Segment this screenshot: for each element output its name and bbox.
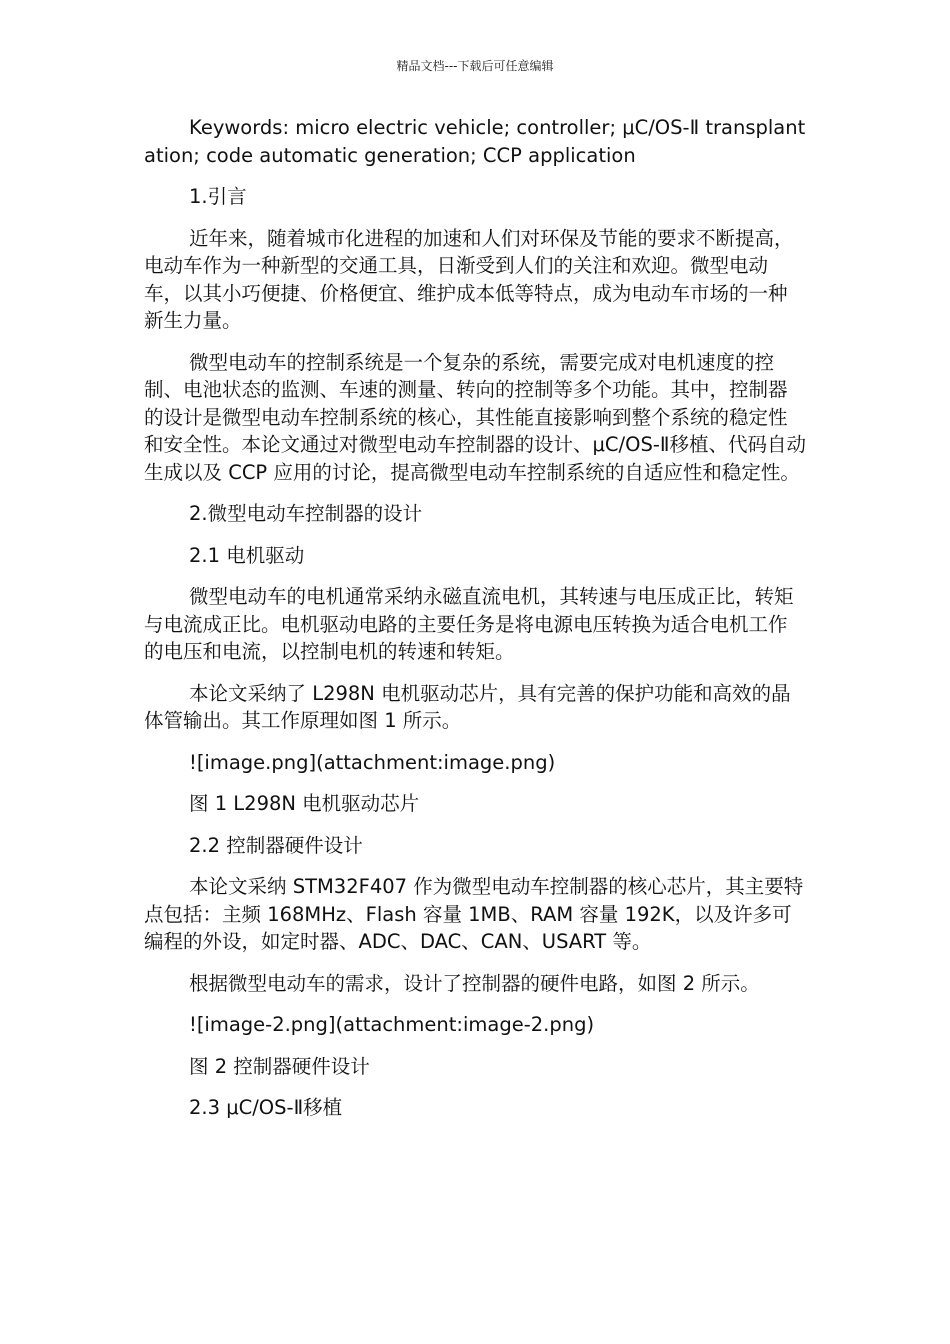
body-paragraph: 本论文采纳 STM32F407 作为微型电动车控制器的核心芯片，其主要特点包括：主频 168MHz、Flash 容量 1MB、RAM 容量 192K，以及许多可编程的外设，如定时器、ADC、DAC、CAN、USART 等。 [144, 875, 804, 953]
page-header: 精品文档---下载后可任意编辑 [396, 59, 554, 73]
document-body [144, 114, 806, 1136]
section-heading-introduction: 1.引言 [189, 185, 247, 208]
body-paragraph: 根据微型电动车的需求，设计了控制器的硬件电路，如图 2 所示。 [189, 971, 760, 995]
image-placeholder-text: ![image-2.png](attachment:image-2.png) [189, 1013, 595, 1036]
body-paragraph: 微型电动车的电机通常采纳永磁直流电机，其转速与电压成正比，转矩与电流成正比。电机驱动电路的主要任务是将电源电压转换为适合电机工作的电压和电流，以控制电机的转速和转矩。 [144, 585, 794, 663]
image-placeholder-text: ![image.png](attachment:image.png) [189, 750, 556, 774]
figure-caption: 图 1 L298N 电机驱动芯片 [189, 792, 420, 815]
subsection-heading-hardware-design: 2.2 控制器硬件设计 [189, 833, 363, 857]
body-paragraph: 微型电动车的控制系统是一个复杂的系统，需要完成对电机速度的控制、电池状态的监测、车速的测量、转向的控制等多个功能。其中，控制器的设计是微型电动车控制系统的核心，其性能直接影响到整个系统的稳定性和安全性。本论文通过对微型电动车控制器的设计、μC/OS-Ⅱ移植、代码自动生成以及 CCP 应用的讨论，提高微型电动车控制系统的自适应性和稳定性。 [144, 350, 806, 484]
section-heading-controller-design: 2.微型电动车控制器的设计 [189, 502, 423, 525]
figure-caption: 图 2 控制器硬件设计 [189, 1054, 370, 1078]
body-paragraph: 近年来，随着城市化进程的加速和人们对环保及节能的要求不断提高，电动车作为一种新型的交通工具，日渐受到人们的关注和欢迎。微型电动车，以其小巧便捷、价格便宜、维护成本低等特点，成为电动车市场的一种新生力量。 [144, 226, 794, 332]
subsection-heading-motor-drive: 2.1 电机驱动 [189, 543, 305, 567]
body-paragraph: 本论文采纳了 L298N 电机驱动芯片，具有完善的保护功能和高效的晶体管输出。其工作原理如图 1 所示。 [144, 681, 791, 732]
subsection-heading-ucos-porting: 2.3 μC/OS-Ⅱ移植 [189, 1096, 343, 1119]
keywords-paragraph: Keywords: micro electric vehicle; controller; μC/OS-Ⅱ transplantation; code automatic generation; CCP application [144, 116, 806, 167]
